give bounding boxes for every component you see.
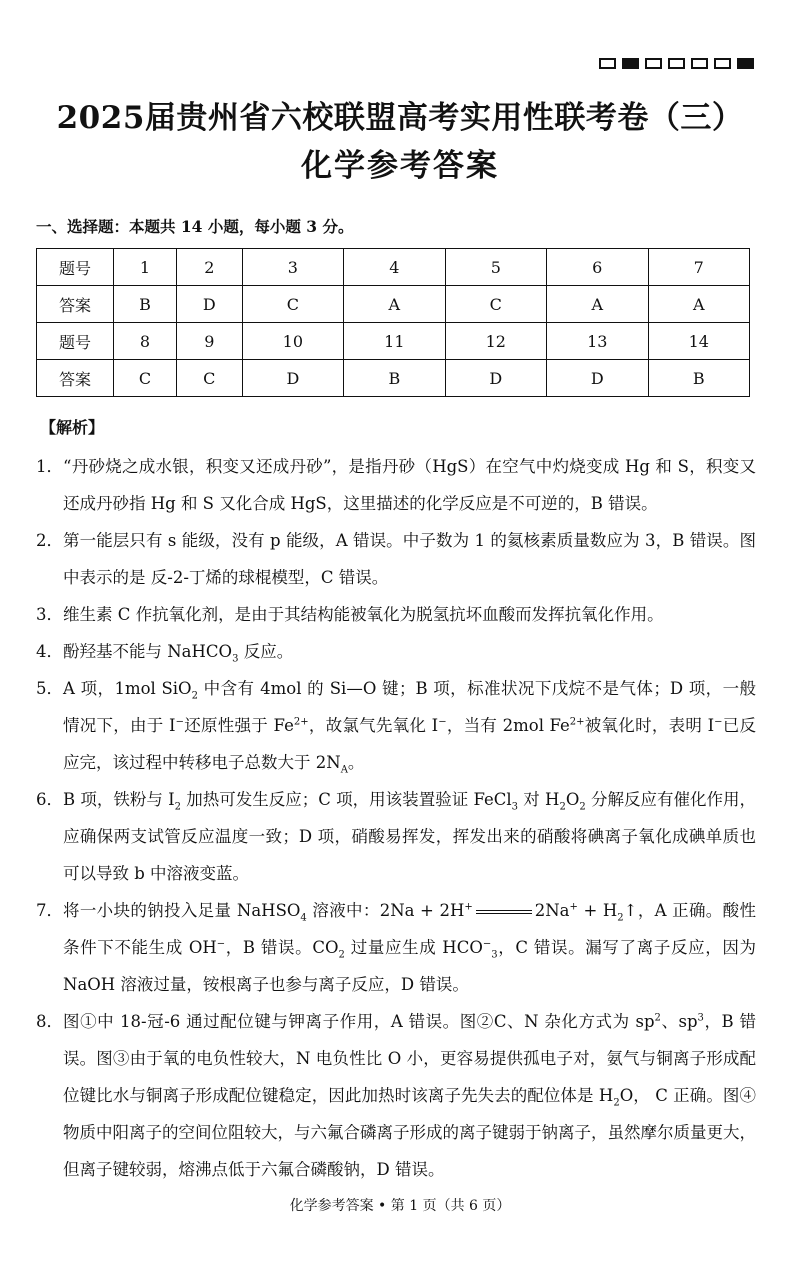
list-item — [36, 1003, 756, 1188]
superscript: − — [216, 938, 226, 950]
section-title: 一、选择题：本题共 14 小题，每小题 3 分。 — [36, 217, 354, 236]
item-text — [63, 1003, 756, 1188]
item-text — [63, 670, 756, 781]
subscript: 3 — [511, 801, 519, 813]
item-number: 1． — [36, 457, 63, 476]
text-run: 图①中 18-冠-6 通过配位键与钾离子作用，A 错误。图②C、N 杂化方式为 sp — [63, 1012, 655, 1031]
item-text — [63, 892, 756, 1003]
page-id-marks — [599, 58, 754, 69]
subscript: 2 — [579, 801, 586, 813]
item-text — [63, 448, 756, 522]
answer-table — [36, 248, 750, 397]
text-run: 反应。 — [243, 642, 294, 661]
answer-cell: C — [114, 360, 177, 397]
document-title: 2025届贵州省六校联盟高考实用性联考卷（三） — [56, 100, 744, 136]
table-row — [37, 323, 750, 360]
id-mark — [714, 58, 731, 69]
item-number: 5． — [36, 679, 63, 698]
item-text — [63, 522, 756, 596]
text-run: 过量应生成 HCO — [350, 938, 483, 957]
text-run: 、sp — [660, 1012, 698, 1031]
answer-cell: A — [648, 286, 750, 323]
answer-cell: C — [445, 286, 546, 323]
text-run: B 项，铁粉与 I — [63, 790, 175, 809]
text-run: ，C 错误。漏写了离子反应，因为 NaOH 溶液过量，铵根离子也参与离子反应，D 错误。 — [63, 938, 756, 994]
superscript: − — [482, 938, 492, 950]
text-run: 已反应完，该过程中转移电子总数大于 2N — [63, 716, 757, 772]
question-number: 5 — [445, 249, 546, 286]
text-run: ，B 错误。图③由于氧的电负性较大，N 电负性比 O 小，更容易提供孤电子对，氨气与铜离子形成配位键比水与铜离子形成配位键稳定，因此加热时该离子先失去的配位体是 H — [63, 1012, 756, 1105]
answer-cell: A — [547, 286, 648, 323]
item-number: 4． — [36, 642, 63, 661]
superscript: 2+ — [569, 716, 585, 728]
subscript: A — [340, 764, 348, 776]
item-text — [63, 781, 756, 892]
question-number: 10 — [242, 323, 343, 360]
row-label: 答案 — [37, 286, 114, 323]
superscript: 2+ — [293, 716, 309, 728]
answer-cell: B — [648, 360, 750, 397]
row-label: 题号 — [37, 323, 114, 360]
answer-cell: B — [114, 286, 177, 323]
item-number: 6． — [36, 790, 63, 809]
text-run: 对 H — [523, 790, 560, 809]
answer-cell: A — [344, 286, 445, 323]
question-number: 1 — [114, 249, 177, 286]
text-run: 酚羟基不能与 NaHCO — [63, 642, 233, 661]
document-subtitle: 化学参考答案 — [301, 148, 499, 184]
list-item — [36, 448, 756, 522]
item-number: 7． — [36, 901, 63, 920]
answer-cell: C — [176, 360, 242, 397]
question-number: 2 — [176, 249, 242, 286]
text-run: 。 — [347, 753, 365, 772]
superscript: 2 — [654, 1012, 661, 1024]
subscript: 2 — [559, 801, 566, 813]
text-run: 将一小块的钠投入足量 NaHSO — [63, 901, 301, 920]
superscript: − — [438, 716, 447, 728]
table-row — [37, 286, 750, 323]
list-item — [36, 781, 756, 892]
item-number: 2． — [36, 531, 63, 550]
superscript: − — [714, 716, 723, 728]
id-mark — [622, 58, 639, 69]
subscript: 2 — [191, 690, 198, 702]
superscript: 3 — [697, 1012, 704, 1024]
text-run: 分解反应有催化作用，应确保两支试管反应温度一致；D 项，硝酸易挥发，挥发出来的硝酸将碘离子氧化成碘单质也可以导致 b 中溶液变蓝。 — [63, 790, 756, 883]
text-run: ，B 错误。CO — [225, 938, 339, 957]
equals-arrow-icon — [476, 910, 532, 914]
analysis-heading: 【解析】 — [40, 418, 105, 437]
subscript: 2 — [174, 801, 182, 813]
question-number: 8 — [114, 323, 177, 360]
question-number: 13 — [547, 323, 648, 360]
item-text — [63, 633, 756, 670]
row-label: 题号 — [37, 249, 114, 286]
subscript: 3 — [232, 653, 239, 665]
list-item — [36, 892, 756, 1003]
list-item — [36, 670, 756, 781]
answer-cell: D — [547, 360, 648, 397]
question-number: 3 — [242, 249, 343, 286]
superscript: + — [569, 901, 578, 913]
subscript: 3 — [491, 949, 498, 961]
id-mark — [645, 58, 662, 69]
text-run: 中含有 4mol 的 Si—O 键；B 项，标准状况下戊烷不是气体；D 项，一般情况下，由于 I — [63, 679, 757, 735]
question-number: 6 — [547, 249, 648, 286]
id-mark — [668, 58, 685, 69]
item-number: 8． — [36, 1012, 63, 1031]
answer-cell: B — [344, 360, 445, 397]
item-number: 3． — [36, 605, 63, 624]
row-label: 答案 — [37, 360, 114, 397]
text-run: ↑，A 正确。酸性条件下不能生成 OH — [63, 901, 756, 957]
text-run: ，故氯气先氧化 I — [308, 716, 439, 735]
text-run: A 项，1mol SiO — [63, 679, 192, 698]
answer-cell: D — [445, 360, 546, 397]
subscript: 2 — [613, 1097, 620, 1109]
page-footer: 化学参考答案 • 第 1 页（共 6 页） — [289, 1198, 511, 1214]
table-row — [37, 249, 750, 286]
list-item — [36, 596, 756, 633]
item-text — [63, 596, 756, 633]
text-run: 还原性强于 Fe — [183, 716, 294, 735]
analysis-list — [36, 448, 756, 1188]
list-item — [36, 522, 756, 596]
superscript: − — [175, 716, 184, 728]
id-mark — [691, 58, 708, 69]
table-row — [37, 360, 750, 397]
answer-cell: D — [242, 360, 343, 397]
question-number: 12 — [445, 323, 546, 360]
answer-cell: C — [242, 286, 343, 323]
text-run: “丹砂烧之成水银，积变又还成丹砂”，是指丹砂（HgS）在空气中灼烧变成 Hg 和 S，积变又还成丹砂指 Hg 和 S 又化合成 HgS，这里描述的化学反应是不可逆的，B 错误。 — [63, 457, 756, 513]
subscript: 2 — [617, 912, 624, 924]
id-mark — [737, 58, 754, 69]
text-run: + H — [577, 901, 618, 920]
question-number: 11 — [344, 323, 445, 360]
superscript: + — [464, 901, 473, 913]
question-number: 9 — [176, 323, 242, 360]
question-number: 14 — [648, 323, 750, 360]
answer-cell: D — [176, 286, 242, 323]
text-run: 维生素 C 作抗氧化剂，是由于其结构能被氧化为脱氢抗坏血酸而发挥抗氧化作用。 — [63, 605, 664, 624]
list-item — [36, 633, 756, 670]
text-run: ，当有 2mol Fe — [446, 716, 570, 735]
question-number: 7 — [648, 249, 750, 286]
text-run: O， C 正确。图④物质中阳离子的空间位阻较大，与六氟合磷离子形成的离子键弱于钠离子，虽然摩尔质量更大，但离子键较弱，熔沸点低于六氟合磷酸钠，D 错误。 — [63, 1086, 756, 1179]
subscript: 2 — [338, 949, 345, 961]
text-run: 被氧化时，表明 I — [584, 716, 715, 735]
question-number: 4 — [344, 249, 445, 286]
text-run: 2Na — [534, 901, 570, 920]
id-mark — [599, 58, 616, 69]
text-run: O — [565, 790, 580, 809]
text-run: 加热可发生反应；C 项，用该装置验证 FeCl — [186, 790, 512, 809]
subscript: 4 — [300, 912, 307, 924]
text-run: 溶液中：2Na + 2H — [312, 901, 465, 920]
text-run: 第一能层只有 s 能级，没有 p 能级，A 错误。中子数为 1 的氦核素质量数应为 3，B 错误。图中表示的是 反-2-丁烯的球棍模型，C 错误。 — [63, 531, 756, 587]
